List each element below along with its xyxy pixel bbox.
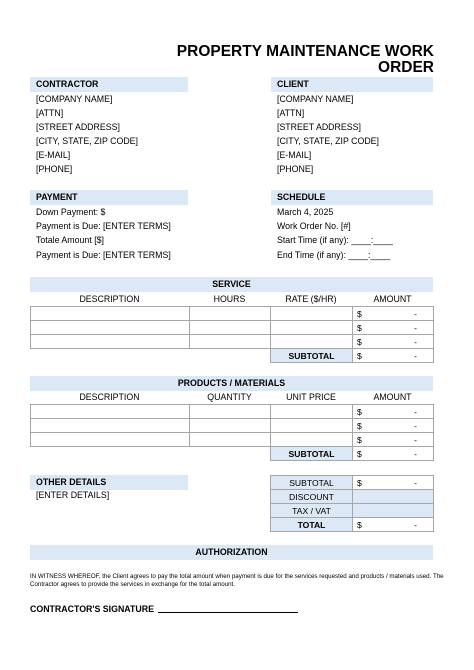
totals-discount-row	[271, 490, 434, 504]
products-table	[30, 404, 434, 461]
product-amount-cell[interactable]	[353, 405, 434, 419]
payment-due-2[interactable]: Payment is Due: [ENTER TERMS]	[36, 250, 171, 260]
other-details-header: OTHER DETAILS	[30, 475, 188, 490]
service-description-cell[interactable]	[31, 321, 190, 335]
amount-dash: -	[414, 477, 417, 488]
table-row	[31, 335, 434, 349]
products-col-amount: AMOUNT	[373, 392, 412, 402]
service-hours-cell[interactable]	[190, 321, 271, 335]
contractor-phone[interactable]: [PHONE]	[36, 164, 73, 174]
product-quantity-cell[interactable]	[190, 433, 271, 447]
totals-subtotal-row	[271, 476, 434, 490]
product-description-cell[interactable]	[31, 433, 190, 447]
client-attn[interactable]: [ATTN]	[277, 108, 305, 118]
service-hours-cell[interactable]	[190, 335, 271, 349]
currency-symbol: $	[357, 434, 362, 445]
amount-dash: -	[414, 519, 417, 530]
amount-dash: -	[414, 308, 417, 319]
service-subtotal-row	[31, 349, 434, 363]
service-description-cell[interactable]	[31, 335, 190, 349]
amount-dash: -	[414, 420, 417, 431]
product-unit-price-cell[interactable]	[271, 433, 353, 447]
product-unit-price-cell[interactable]	[271, 405, 353, 419]
currency-symbol: $	[357, 336, 362, 347]
amount-dash: -	[414, 448, 417, 459]
totals-tax-label: TAX / VAT	[271, 504, 353, 518]
client-header: CLIENT	[271, 77, 433, 92]
amount-dash: -	[414, 434, 417, 445]
currency-symbol: $	[357, 420, 362, 431]
client-email[interactable]: [E-MAIL]	[277, 150, 312, 160]
service-table	[30, 306, 434, 363]
service-subtotal-amount	[353, 349, 434, 363]
currency-symbol: $	[357, 308, 362, 319]
service-col-hours: HOURS	[213, 294, 246, 304]
authorization-text: IN WITNESS WHEREOF, the Client agrees to pay the total amount when payment is due for the services requested and products / materials used. The Contractor agrees to provide the services in exchange for the total amount.	[30, 573, 444, 588]
totals-total-row	[271, 518, 434, 532]
totals-discount-label: DISCOUNT	[271, 490, 353, 504]
products-col-unit-price: UNIT PRICE	[286, 392, 336, 402]
contractor-street[interactable]: [STREET ADDRESS]	[36, 122, 120, 132]
service-col-amount: AMOUNT	[373, 294, 412, 304]
products-header: PRODUCTS / MATERIALS	[30, 376, 433, 391]
payment-due-1[interactable]: Payment is Due: [ENTER TERMS]	[36, 221, 171, 231]
totals-total-label: TOTAL	[271, 518, 353, 532]
amount-dash: -	[414, 336, 417, 347]
products-col-quantity: QUANTITY	[207, 392, 252, 402]
amount-dash: -	[414, 322, 417, 333]
schedule-header: SCHEDULE	[271, 190, 433, 205]
service-hours-cell[interactable]	[190, 307, 271, 321]
client-street[interactable]: [STREET ADDRESS]	[277, 122, 361, 132]
product-description-cell[interactable]	[31, 419, 190, 433]
service-description-cell[interactable]	[31, 307, 190, 321]
contractor-email[interactable]: [E-MAIL]	[36, 150, 71, 160]
products-subtotal-amount	[353, 447, 434, 461]
service-rate-cell[interactable]	[271, 307, 353, 321]
authorization-header: AUTHORIZATION	[30, 545, 433, 560]
schedule-work-order[interactable]: Work Order No. [#]	[277, 221, 351, 231]
amount-dash: -	[414, 350, 417, 361]
client-company[interactable]: [COMPANY NAME]	[277, 94, 354, 104]
service-col-description: DESCRIPTION	[79, 294, 140, 304]
table-row	[31, 419, 434, 433]
signature-label: CONTRACTOR'S SIGNATURE	[30, 604, 154, 614]
totals-tax-row	[271, 504, 434, 518]
title-line-1: PROPERTY MAINTENANCE WORK	[176, 43, 434, 60]
currency-symbol: $	[357, 350, 362, 361]
products-subtotal-row	[31, 447, 434, 461]
totals-table	[270, 475, 434, 532]
currency-symbol: $	[357, 477, 362, 488]
totals-tax-field[interactable]	[353, 504, 434, 518]
products-subtotal-label: SUBTOTAL	[271, 447, 353, 461]
product-unit-price-cell[interactable]	[271, 419, 353, 433]
currency-symbol: $	[357, 406, 362, 417]
service-amount-cell[interactable]	[353, 321, 434, 335]
schedule-start-time[interactable]: Start Time (if any): ____:____	[277, 235, 393, 245]
client-phone[interactable]: [PHONE]	[277, 164, 314, 174]
contractor-company[interactable]: [COMPANY NAME]	[36, 94, 113, 104]
other-details-field[interactable]: [ENTER DETAILS]	[36, 490, 110, 500]
product-quantity-cell[interactable]	[190, 405, 271, 419]
payment-down[interactable]: Down Payment: $	[36, 207, 106, 217]
amount-dash: -	[414, 406, 417, 417]
contractor-header: CONTRACTOR	[30, 77, 188, 92]
totals-subtotal-label: SUBTOTAL	[271, 476, 353, 490]
service-amount-cell[interactable]	[353, 307, 434, 321]
currency-symbol: $	[357, 322, 362, 333]
payment-total[interactable]: Totale Amount [$]	[36, 235, 104, 245]
product-quantity-cell[interactable]	[190, 419, 271, 433]
totals-discount-field[interactable]	[353, 490, 434, 504]
service-rate-cell[interactable]	[271, 335, 353, 349]
product-description-cell[interactable]	[31, 405, 190, 419]
service-header: SERVICE	[30, 277, 433, 292]
totals-total-amount	[353, 518, 434, 532]
product-amount-cell[interactable]	[353, 419, 434, 433]
schedule-date[interactable]: March 4, 2025	[277, 207, 334, 217]
table-row	[31, 321, 434, 335]
table-row	[31, 307, 434, 321]
service-subtotal-label: SUBTOTAL	[271, 349, 353, 363]
title-line-2: ORDER	[378, 59, 434, 76]
client-city[interactable]: [CITY, STATE, ZIP CODE]	[277, 136, 379, 146]
schedule-end-time[interactable]: End Time (if any): ____:____	[277, 250, 390, 260]
contractor-city[interactable]: [CITY, STATE, ZIP CODE]	[36, 136, 138, 146]
product-amount-cell[interactable]	[353, 433, 434, 447]
payment-header: PAYMENT	[30, 190, 188, 205]
service-col-rate: RATE ($/HR)	[285, 294, 337, 304]
products-col-description: DESCRIPTION	[79, 392, 140, 402]
currency-symbol: $	[357, 519, 362, 530]
signature-line[interactable]	[158, 612, 298, 613]
service-amount-cell[interactable]	[353, 335, 434, 349]
document-title	[177, 44, 434, 76]
currency-symbol: $	[357, 448, 362, 459]
table-row	[31, 405, 434, 419]
contractor-attn[interactable]: [ATTN]	[36, 108, 64, 118]
service-rate-cell[interactable]	[271, 321, 353, 335]
totals-subtotal-amount	[353, 476, 434, 490]
table-row	[31, 433, 434, 447]
